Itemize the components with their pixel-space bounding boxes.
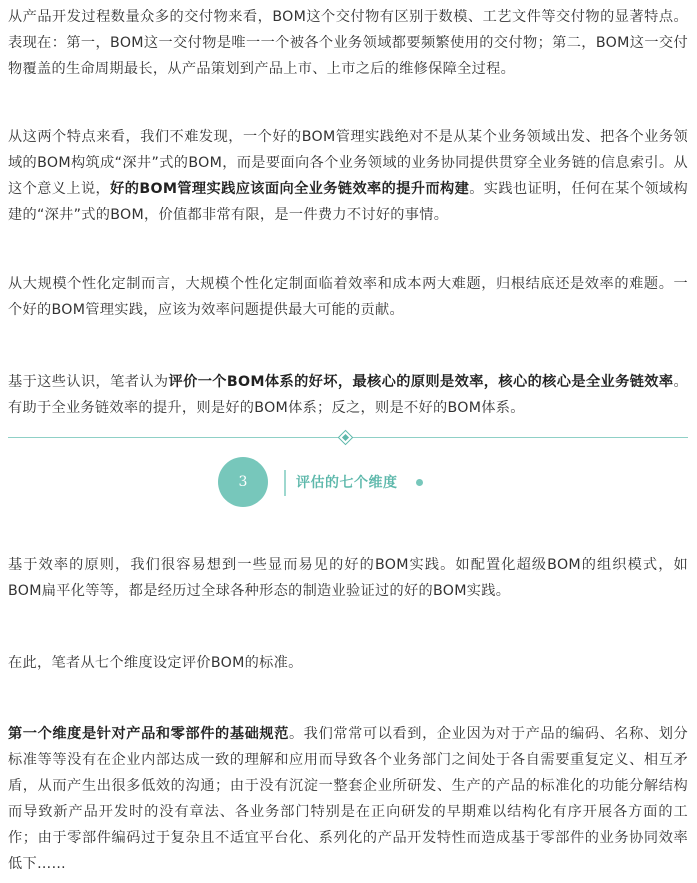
bold-text-segment: 第一个维度是针对产品和零部件的基础规范 xyxy=(8,726,289,742)
section-number-badge: 3 xyxy=(218,457,268,507)
bold-text-segment: 好的BOM管理实践应该面向全业务链效率的提升而构建 xyxy=(110,181,470,197)
bold-text-segment: 评价一个BOM体系的好坏，最核心的原则是效率，核心的核心是全业务链效率 xyxy=(168,374,674,390)
paragraph-first-dimension xyxy=(8,721,688,877)
section-heading xyxy=(0,455,697,515)
text-segment: 基于这些认识，笔者认为 xyxy=(8,374,169,390)
text-segment: 从大规模个性化定制而言，大规模个性化定制面临着效率和成本两大难题，归根结底还是效率的难题。一个好的BOM管理实践，应该为效率问题提供最大可能的贡献。 xyxy=(8,276,688,318)
section-title: 评估的七个维度 xyxy=(296,475,398,491)
heading-accent-bar xyxy=(284,470,286,496)
text-segment: 在此，笔者从七个维度设定评价BOM的标准。 xyxy=(8,655,303,671)
paragraph-good-bom-practices xyxy=(8,552,688,604)
paragraph-bom-characteristics xyxy=(8,4,688,82)
paragraph-deep-well-bom xyxy=(8,124,688,228)
paragraph-evaluation-principle xyxy=(8,369,688,421)
diamond-ornament-icon xyxy=(338,430,354,446)
text-segment: 。有助于全业务链效率的提升，则是好的BOM体系；反之，则是不好的BOM体系。 xyxy=(8,374,688,416)
paragraph-mass-customization xyxy=(8,271,688,323)
text-segment: 从产品开发过程数量众多的交付物来看，BOM这个交付物有区别于数模、工艺文件等交付物的显著特点。表现在：第一，BOM这一交付物是唯一一个被各个业务领域都要频繁使用的交付物；第二，BOM这一交付物覆盖的生命周期最长，从产品策划到产品上市、上市之后的维修保障全过程。 xyxy=(8,9,688,77)
text-segment: 基于效率的原则，我们很容易想到一些显而易见的好的BOM实践。如配置化超级BOM的组织模式，如BOM扁平化等等，都是经历过全球各种形态的制造业验证过的好的BOM实践。 xyxy=(8,557,688,599)
paragraph-seven-dimensions xyxy=(8,650,688,676)
text-segment: 。实践也证明，任何在某个领域构建的“深井”式的BOM，价值都非常有限，是一件费力不讨好的事情。 xyxy=(8,181,688,223)
text-segment: 。我们常常可以看到，企业因为对于产品的编码、名称、划分标准等等没有在企业内部达成一致的理解和应用而导致各个业务部门之间处于各自需要重复定义、相互矛盾，从而产生出很多低效的沟通；由于没有沉淀一整套企业所研发、生产的产品的标准化的功能分解结构而导致新产品开发时的没有章法、各业务部门特别是在正向研发的早期难以结构化有序开展各方面的工作；由于零部件编码过于复杂且不适宜平台化、系列化的产品开发特性而造成基于零部件的业务协同效率低下…… xyxy=(8,726,689,872)
text-segment: 从这两个特点来看，我们不难发现，一个好的BOM管理实践绝对不是从某个业务领域出发、把各个业务领域的BOM构筑成“深井”式的BOM，而是要面向各个业务领域的业务协同提供贯穿全业务链的信息索引。从这个意义上说， xyxy=(8,129,688,197)
dot-ornament-icon xyxy=(416,479,423,486)
